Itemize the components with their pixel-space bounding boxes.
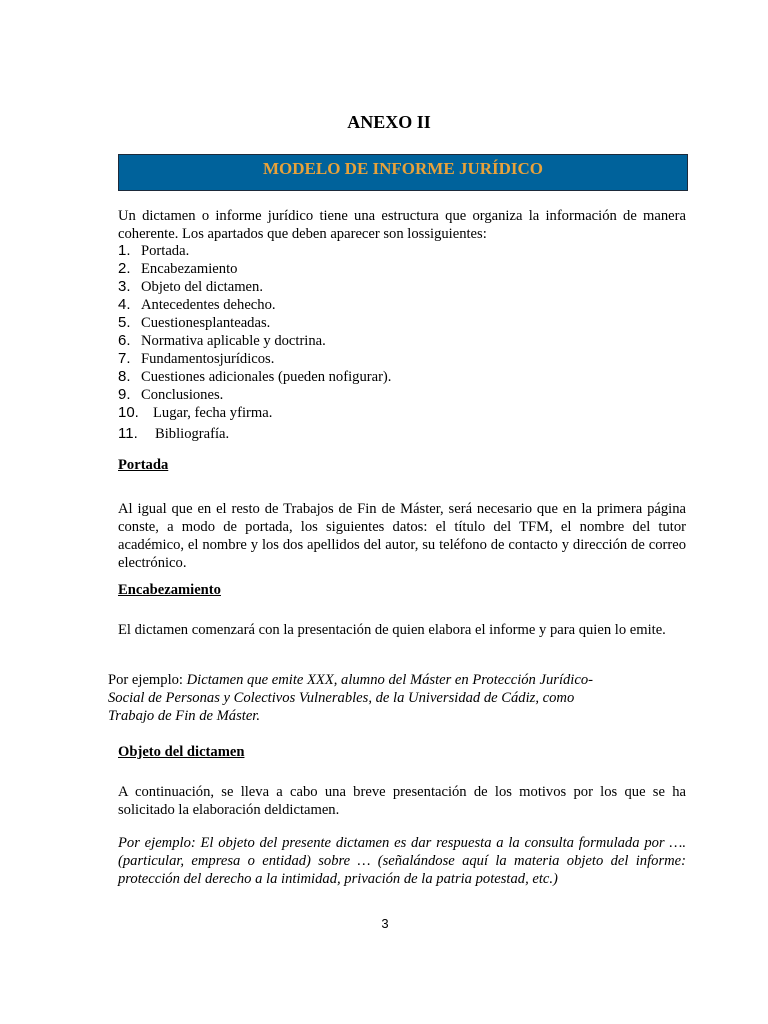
list-item [118, 242, 391, 260]
heading-encabezamiento: Encabezamiento [118, 582, 221, 598]
list-item [118, 368, 391, 386]
list-item-label: Cuestiones adicionales (pueden nofigurar). [141, 369, 392, 385]
objeto-example: Por ejemplo: El objeto del presente dictamen es dar respuesta a la consulta formulada por …. (particular, empresa o entidad) sobre … (señalándose aquí la materia objeto del informe: protección del derecho a la intimidad, privación de la patria potestad, etc.) [118, 835, 686, 887]
list-item-label: Normativa aplicable y doctrina. [141, 333, 326, 349]
heading-portada: Portada [118, 457, 169, 473]
example-line: Trabajo de Fin de Máster. [108, 708, 261, 724]
list-item [118, 260, 391, 278]
annex-title: ANEXO II [347, 112, 431, 132]
list-item-label: Cuestionesplanteadas. [141, 315, 271, 331]
heading-objeto: Objeto del dictamen [118, 744, 245, 760]
list-item-number: 10. [118, 404, 139, 421]
list-item-number: 4. [118, 296, 131, 313]
encabezamiento-paragraph: El dictamen comenzará con la presentación de quien elabora el informe y para quien lo emite. [118, 622, 666, 638]
list-item-number: 2. [118, 260, 131, 277]
list-item [118, 296, 391, 314]
example-line: Social de Personas y Colectivos Vulnerables, de la Universidad de Cádiz, como [108, 690, 575, 706]
list-item-number: 11. [118, 425, 138, 442]
encabezamiento-example [108, 671, 688, 725]
list-item-number: 1. [118, 242, 131, 259]
list-item-number: 6. [118, 332, 131, 349]
example-prefix: Por ejemplo: [108, 672, 187, 688]
list-item-label: Bibliografía. [155, 426, 230, 442]
list-item [118, 278, 391, 296]
list-item [118, 404, 391, 422]
list-item-label: Encabezamiento [141, 261, 238, 277]
portada-paragraph: Al igual que en el resto de Trabajos de Fin de Máster, será necesario que en la primera página conste, a modo de portada, los siguientes datos: el título del TFM, el nombre del tutor académico, el nombre y los dos apellidos del autor, su teléfono de contacto y dirección de correo electrónico. [118, 501, 686, 571]
example-text: Dictamen que emite XXX, alumno del Máster en Protección Jurídico- [186, 672, 593, 688]
list-item [118, 386, 391, 404]
list-item-label: Conclusiones. [141, 387, 224, 403]
objeto-paragraph: A continuación, se lleva a cabo una breve presentación de los motivos por los que se ha solicitado la elaboración deldictamen. [118, 784, 686, 818]
list-item-label: Lugar, fecha yfirma. [153, 405, 273, 421]
banner-title: MODELO DE INFORME JURÍDICO [262, 159, 544, 178]
list-item-number: 7. [118, 350, 131, 367]
list-item-label: Objeto del dictamen. [141, 279, 263, 295]
list-item [118, 314, 391, 332]
list-item-label: Portada. [141, 243, 190, 259]
list-item-number: 3. [118, 278, 131, 295]
list-item [118, 425, 391, 443]
sections-list [118, 242, 391, 443]
list-item-label: Fundamentosjurídicos. [141, 351, 275, 367]
intro-paragraph: Un dictamen o informe jurídico tiene una estructura que organiza la información de manera coherente. Los apartados que deben aparecer son lossiguientes: [118, 208, 686, 242]
list-item-number: 9. [118, 386, 131, 403]
list-item-label: Antecedentes dehecho. [141, 297, 276, 313]
page-number: 3 [381, 916, 389, 931]
example-line [108, 671, 688, 689]
list-item [118, 350, 391, 368]
section-banner [118, 154, 688, 191]
list-item-number: 8. [118, 368, 131, 385]
list-item-number: 5. [118, 314, 131, 331]
list-item [118, 332, 391, 350]
